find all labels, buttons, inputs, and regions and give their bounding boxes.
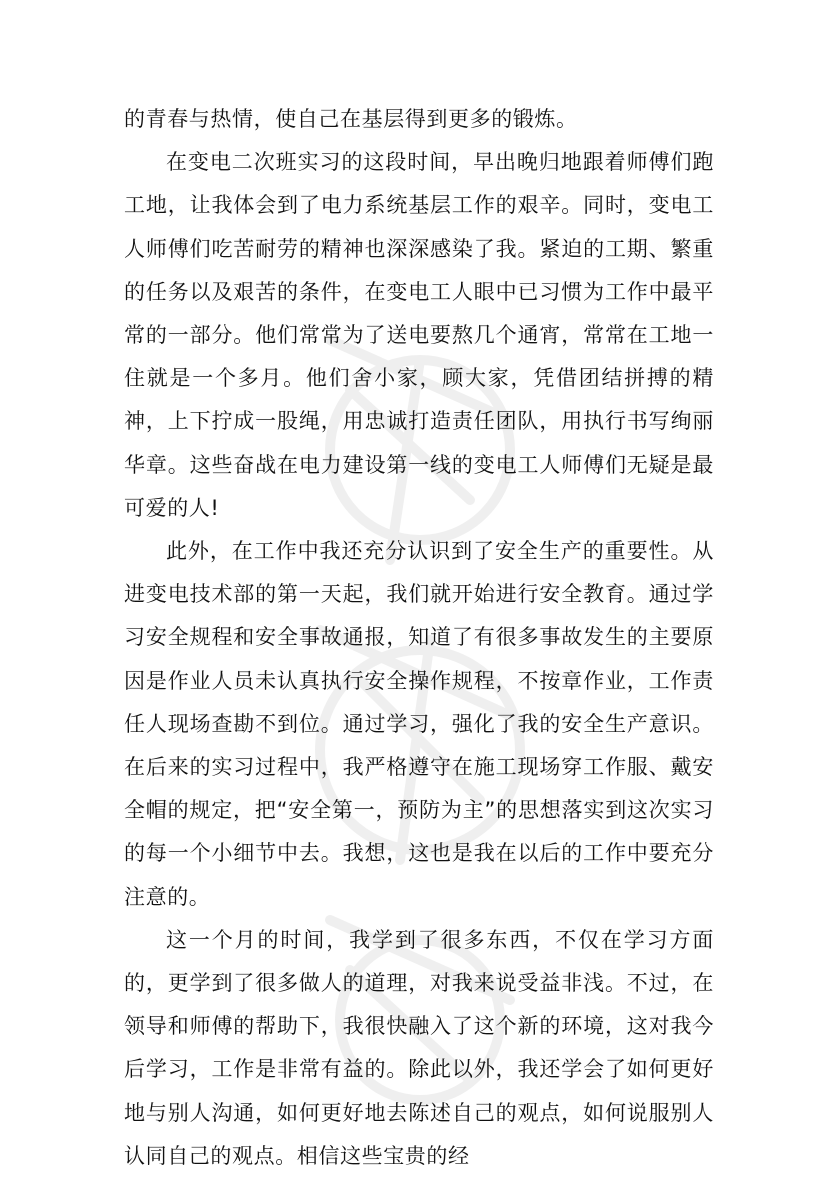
document-body <box>124 98 714 1178</box>
paragraph-internship-experience: 在变电二次班实习的这段时间，早出晚归地跟着师傅们跑工地，让我体会到了电力系统基层工作的艰辛。同时，变电工人师傅们吃苦耐劳的精神也深深感染了我。紧迫的工期、繁重的任务以及艰苦的条件，在变电工人眼中已习惯为工作中最平常的一部分。他们常常为了送电要熬几个通宵，常常在工地一住就是一个多月。他们舍小家，顾大家，凭借团结拼搏的精神，上下拧成一股绳，用忠诚打造责任团队，用执行书写绚丽华章。这些奋战在电力建设第一线的变电工人师傅们无疑是最可爱的人! <box>124 150 714 520</box>
paragraph-continuation: 的青春与热情，使自己在基层得到更多的锻炼。 <box>124 107 578 131</box>
paragraph-safety-awareness: 此外，在工作中我还充分认识到了安全生产的重要性。从进变电技术部的第一天起，我们就开始进行安全教育。通过学习安全规程和安全事故通报，知道了有很多事故发生的主要原因是作业人员未认真执行安全操作规程，不按章作业，工作责任人现场查勘不到位。通过学习，强化了我的安全生产意识。在后来的实习过程中，我严格遵守在施工现场穿工作服、戴安全帽的规定，把“安全第一，预防为主”的思想落实到这次实习的每一个小细节中去。我想，这也是我在以后的工作中要充分注意的。 <box>124 539 714 909</box>
paragraph-learning-summary: 这一个月的时间，我学到了很多东西，不仅在学习方面的，更学到了很多做人的道理，对我来说受益非浅。不过，在领导和师傅的帮助下，我很快融入了这个新的环境，这对我今后学习，工作是非常有益的。除此以外，我还学会了如何更好地与别人沟通，如何更好地去陈述自己的观点，如何说服别人认同自己的观点。相信这些宝贵的经 <box>124 927 714 1168</box>
